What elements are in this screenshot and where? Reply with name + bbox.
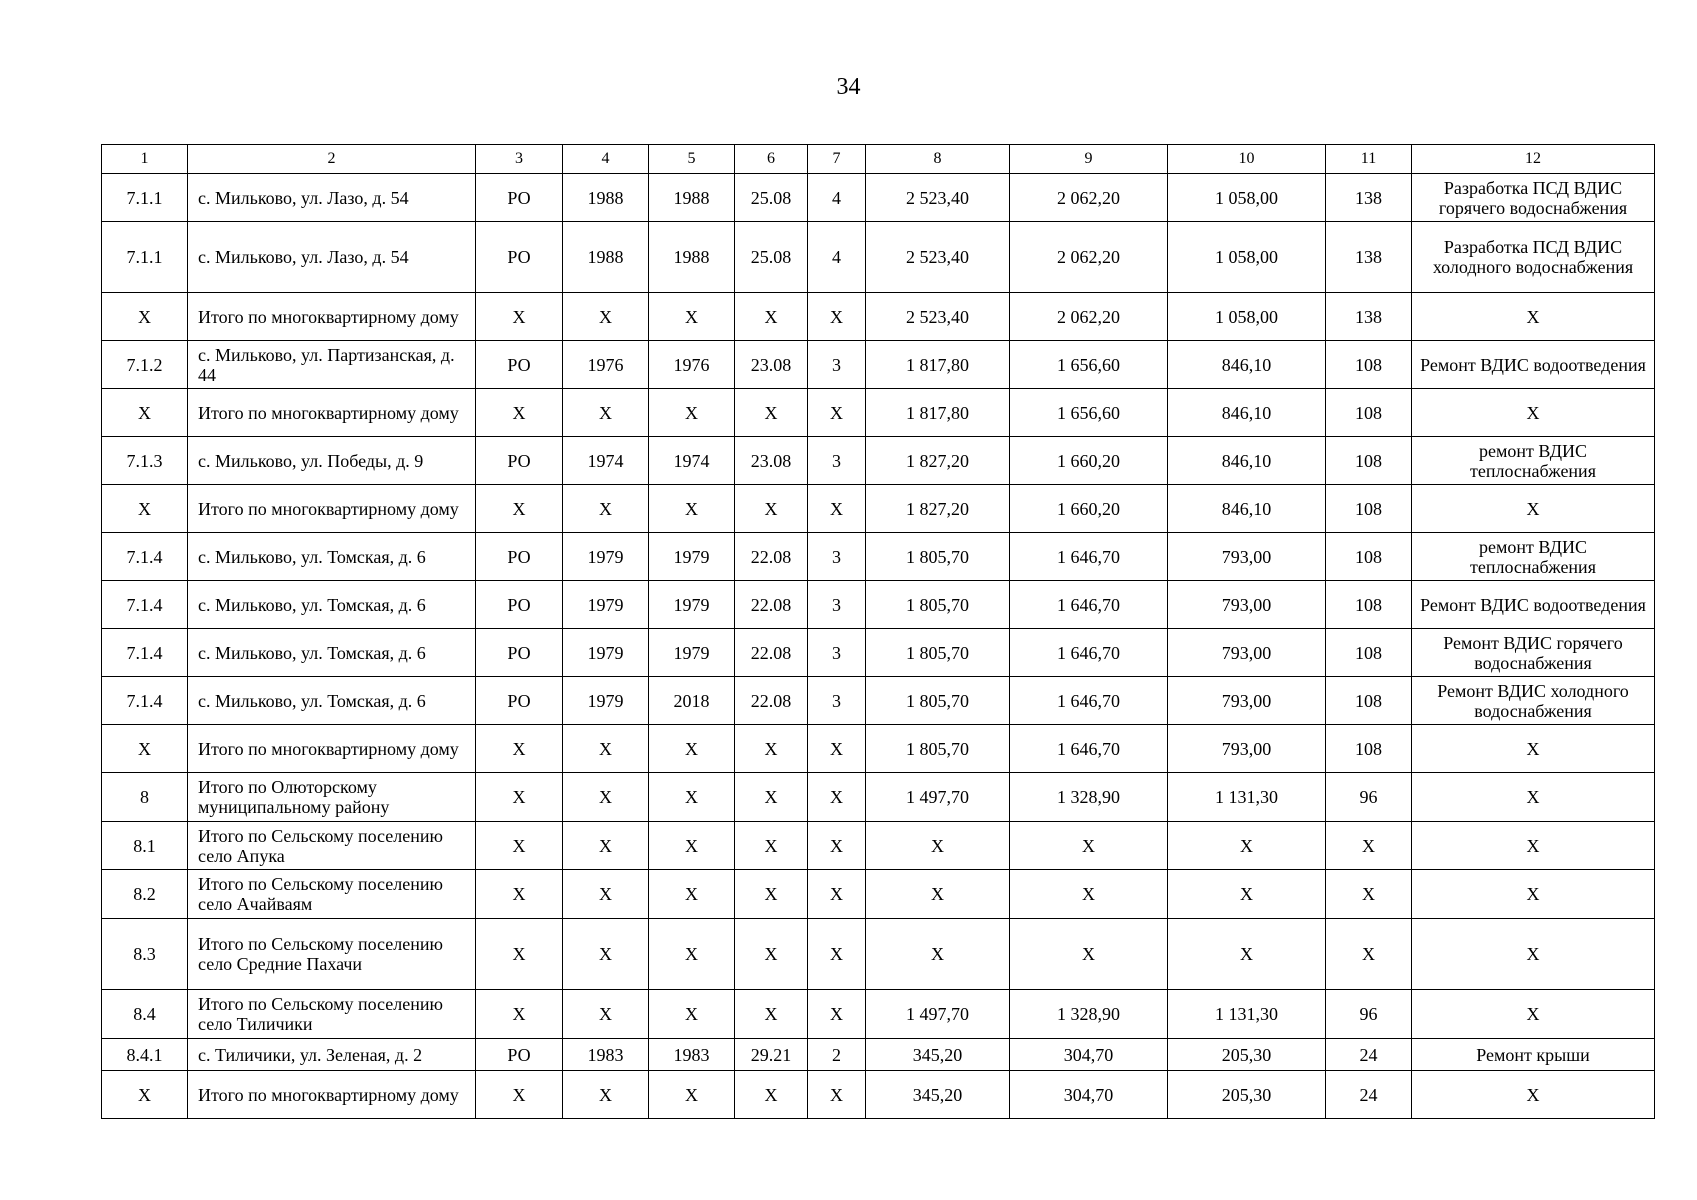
code-cell: Х <box>735 870 808 919</box>
code-cell: 22.08 <box>735 629 808 677</box>
address-cell: Итого по многоквартирному дому <box>188 389 476 437</box>
value-cell: 1 131,30 <box>1168 990 1326 1039</box>
year-cell: Х <box>563 485 649 533</box>
year-cell: Х <box>649 919 735 990</box>
count-cell: Х <box>808 773 866 822</box>
work-description-cell: Ремонт крыши <box>1412 1039 1655 1071</box>
column-header: 12 <box>1412 145 1655 174</box>
address-cell: Итого по Сельскому поселению село Средние Пахачи <box>188 919 476 990</box>
value-cell: 205,30 <box>1168 1039 1326 1071</box>
address-cell: Итого по Сельскому поселению село Апука <box>188 822 476 870</box>
table-row <box>102 174 1655 222</box>
address-cell: с. Мильково, ул. Победы, д. 9 <box>188 437 476 485</box>
row-number: 7.1.2 <box>102 341 188 389</box>
row-number: 7.1.4 <box>102 533 188 581</box>
type-cell: Х <box>476 870 563 919</box>
row-number: 7.1.3 <box>102 437 188 485</box>
row-number: Х <box>102 293 188 341</box>
value-cell: Х <box>1010 870 1168 919</box>
code-cell: 25.08 <box>735 222 808 293</box>
work-description-cell: Х <box>1412 389 1655 437</box>
value-cell: 2 062,20 <box>1010 174 1168 222</box>
address-cell: Итого по многоквартирному дому <box>188 725 476 773</box>
code-cell: 23.08 <box>735 437 808 485</box>
table-row <box>102 773 1655 822</box>
count-cell: 3 <box>808 341 866 389</box>
work-description-cell: Ремонт ВДИС водоотведения <box>1412 341 1655 389</box>
work-description-cell: Х <box>1412 485 1655 533</box>
value-cell: Х <box>1168 919 1326 990</box>
work-description-cell: Х <box>1412 725 1655 773</box>
table-row <box>102 677 1655 725</box>
value-cell: 1 660,20 <box>1010 485 1168 533</box>
year-cell: 1988 <box>563 174 649 222</box>
row-number: 8.1 <box>102 822 188 870</box>
table-row <box>102 919 1655 990</box>
value-cell: 846,10 <box>1168 437 1326 485</box>
work-description-cell: Х <box>1412 990 1655 1039</box>
year-cell: Х <box>563 990 649 1039</box>
table-row <box>102 389 1655 437</box>
table-row <box>102 581 1655 629</box>
year-cell: Х <box>649 485 735 533</box>
table-row <box>102 222 1655 293</box>
count-cell: 108 <box>1326 677 1412 725</box>
code-cell: Х <box>735 725 808 773</box>
type-cell: РО <box>476 533 563 581</box>
column-header: 1 <box>102 145 188 174</box>
count-cell: 2 <box>808 1039 866 1071</box>
work-description-cell: Ремонт ВДИС холодного водоснабжения <box>1412 677 1655 725</box>
type-cell: Х <box>476 293 563 341</box>
value-cell: 1 805,70 <box>866 581 1010 629</box>
address-cell: с. Мильково, ул. Лазо, д. 54 <box>188 174 476 222</box>
count-cell: 108 <box>1326 341 1412 389</box>
year-cell: 1979 <box>563 629 649 677</box>
work-description-cell: Х <box>1412 1071 1655 1119</box>
value-cell: 846,10 <box>1168 485 1326 533</box>
year-cell: Х <box>649 990 735 1039</box>
value-cell: 1 646,70 <box>1010 581 1168 629</box>
type-cell: РО <box>476 341 563 389</box>
count-cell: Х <box>808 293 866 341</box>
year-cell: 1988 <box>649 222 735 293</box>
code-cell: Х <box>735 822 808 870</box>
year-cell: Х <box>649 773 735 822</box>
year-cell: Х <box>649 822 735 870</box>
type-cell: Х <box>476 725 563 773</box>
value-cell: 304,70 <box>1010 1039 1168 1071</box>
year-cell: 2018 <box>649 677 735 725</box>
value-cell: 1 497,70 <box>866 773 1010 822</box>
value-cell: 793,00 <box>1168 629 1326 677</box>
year-cell: Х <box>649 389 735 437</box>
count-cell: 96 <box>1326 773 1412 822</box>
work-description-cell: Х <box>1412 773 1655 822</box>
year-cell: 1974 <box>649 437 735 485</box>
year-cell: 1976 <box>563 341 649 389</box>
address-cell: с. Мильково, ул. Томская, д. 6 <box>188 581 476 629</box>
value-cell: 1 646,70 <box>1010 533 1168 581</box>
address-cell: Итого по Сельскому поселению село Тиличики <box>188 990 476 1039</box>
year-cell: Х <box>649 293 735 341</box>
type-cell: Х <box>476 773 563 822</box>
type-cell: Х <box>476 822 563 870</box>
count-cell: Х <box>1326 822 1412 870</box>
value-cell: 2 523,40 <box>866 293 1010 341</box>
value-cell: 793,00 <box>1168 725 1326 773</box>
code-cell: Х <box>735 919 808 990</box>
year-cell: 1974 <box>563 437 649 485</box>
table-row <box>102 293 1655 341</box>
year-cell: Х <box>563 389 649 437</box>
year-cell: Х <box>563 1071 649 1119</box>
address-cell: с. Мильково, ул. Лазо, д. 54 <box>188 222 476 293</box>
work-description-cell: Ремонт ВДИС горячего водоснабжения <box>1412 629 1655 677</box>
type-cell: Х <box>476 389 563 437</box>
value-cell: 2 523,40 <box>866 222 1010 293</box>
year-cell: 1983 <box>649 1039 735 1071</box>
count-cell: 138 <box>1326 293 1412 341</box>
address-cell: с. Тиличики, ул. Зеленая, д. 2 <box>188 1039 476 1071</box>
count-cell: Х <box>808 822 866 870</box>
row-number: Х <box>102 389 188 437</box>
count-cell: Х <box>808 919 866 990</box>
count-cell: Х <box>808 1071 866 1119</box>
value-cell: 1 827,20 <box>866 485 1010 533</box>
value-cell: 2 062,20 <box>1010 293 1168 341</box>
column-header: 2 <box>188 145 476 174</box>
count-cell: 4 <box>808 174 866 222</box>
code-cell: Х <box>735 293 808 341</box>
row-number: 8.2 <box>102 870 188 919</box>
row-number: 7.1.4 <box>102 629 188 677</box>
value-cell: 1 497,70 <box>866 990 1010 1039</box>
value-cell: 345,20 <box>866 1071 1010 1119</box>
count-cell: 108 <box>1326 629 1412 677</box>
table-row <box>102 341 1655 389</box>
count-cell: Х <box>1326 870 1412 919</box>
count-cell: 3 <box>808 677 866 725</box>
value-cell: 1 805,70 <box>866 533 1010 581</box>
table-row <box>102 485 1655 533</box>
address-cell: Итого по многоквартирному дому <box>188 485 476 533</box>
count-cell: 108 <box>1326 725 1412 773</box>
address-cell: с. Мильково, ул. Томская, д. 6 <box>188 533 476 581</box>
value-cell: 846,10 <box>1168 341 1326 389</box>
address-cell: Итого по многоквартирному дому <box>188 293 476 341</box>
type-cell: Х <box>476 1071 563 1119</box>
value-cell: 1 805,70 <box>866 725 1010 773</box>
value-cell: 1 058,00 <box>1168 222 1326 293</box>
code-cell: 22.08 <box>735 677 808 725</box>
table-row <box>102 533 1655 581</box>
count-cell: 24 <box>1326 1071 1412 1119</box>
table-row <box>102 629 1655 677</box>
address-cell: с. Мильково, ул. Томская, д. 6 <box>188 629 476 677</box>
count-cell: Х <box>808 389 866 437</box>
code-cell: Х <box>735 485 808 533</box>
value-cell: 1 805,70 <box>866 677 1010 725</box>
address-cell: с. Мильково, ул. Томская, д. 6 <box>188 677 476 725</box>
year-cell: Х <box>563 919 649 990</box>
work-description-cell: ремонт ВДИС теплоснабжения <box>1412 533 1655 581</box>
value-cell: 793,00 <box>1168 533 1326 581</box>
row-number: 7.1.4 <box>102 581 188 629</box>
value-cell: 1 058,00 <box>1168 174 1326 222</box>
value-cell: Х <box>1010 822 1168 870</box>
value-cell: 1 827,20 <box>866 437 1010 485</box>
value-cell: 793,00 <box>1168 581 1326 629</box>
count-cell: Х <box>808 485 866 533</box>
work-description-cell: Х <box>1412 293 1655 341</box>
value-cell: 1 646,70 <box>1010 629 1168 677</box>
code-cell: Х <box>735 773 808 822</box>
value-cell: 1 660,20 <box>1010 437 1168 485</box>
value-cell: 1 656,60 <box>1010 389 1168 437</box>
table-row <box>102 1071 1655 1119</box>
count-cell: 96 <box>1326 990 1412 1039</box>
value-cell: Х <box>866 870 1010 919</box>
count-cell: 138 <box>1326 222 1412 293</box>
count-cell: 108 <box>1326 485 1412 533</box>
year-cell: Х <box>563 293 649 341</box>
work-description-cell: Ремонт ВДИС водоотведения <box>1412 581 1655 629</box>
count-cell: Х <box>808 870 866 919</box>
count-cell: 108 <box>1326 581 1412 629</box>
address-cell: с. Мильково, ул. Партизанская, д. 44 <box>188 341 476 389</box>
column-header: 10 <box>1168 145 1326 174</box>
table-row <box>102 822 1655 870</box>
count-cell: 4 <box>808 222 866 293</box>
row-number: 8.4 <box>102 990 188 1039</box>
year-cell: 1988 <box>563 222 649 293</box>
value-cell: 1 817,80 <box>866 389 1010 437</box>
value-cell: 1 131,30 <box>1168 773 1326 822</box>
work-description-cell: ремонт ВДИС теплоснабжения <box>1412 437 1655 485</box>
year-cell: Х <box>563 822 649 870</box>
type-cell: РО <box>476 581 563 629</box>
count-cell: 3 <box>808 437 866 485</box>
year-cell: 1979 <box>563 677 649 725</box>
value-cell: 1 646,70 <box>1010 725 1168 773</box>
work-description-cell: Х <box>1412 870 1655 919</box>
address-cell: Итого по Сельскому поселению село Ачайваям <box>188 870 476 919</box>
row-number: 7.1.1 <box>102 222 188 293</box>
table-row <box>102 1039 1655 1071</box>
value-cell: 793,00 <box>1168 677 1326 725</box>
address-cell: Итого по многоквартирному дому <box>188 1071 476 1119</box>
table-row <box>102 990 1655 1039</box>
type-cell: Х <box>476 919 563 990</box>
work-description-cell: Разработка ПСД ВДИС холодного водоснабжения <box>1412 222 1655 293</box>
value-cell: 205,30 <box>1168 1071 1326 1119</box>
count-cell: 3 <box>808 581 866 629</box>
column-header: 4 <box>563 145 649 174</box>
count-cell: Х <box>808 725 866 773</box>
year-cell: Х <box>563 773 649 822</box>
table-body <box>102 145 1655 1119</box>
value-cell: 1 805,70 <box>866 629 1010 677</box>
type-cell: РО <box>476 1039 563 1071</box>
year-cell: Х <box>649 725 735 773</box>
column-header: 7 <box>808 145 866 174</box>
code-cell: 22.08 <box>735 533 808 581</box>
data-table <box>101 144 1655 1119</box>
column-header: 5 <box>649 145 735 174</box>
type-cell: РО <box>476 437 563 485</box>
count-cell: Х <box>1326 919 1412 990</box>
year-cell: 1979 <box>649 533 735 581</box>
table-row <box>102 870 1655 919</box>
row-number: 7.1.4 <box>102 677 188 725</box>
value-cell: Х <box>1168 822 1326 870</box>
type-cell: Х <box>476 990 563 1039</box>
code-cell: 25.08 <box>735 174 808 222</box>
count-cell: 108 <box>1326 437 1412 485</box>
column-header: 11 <box>1326 145 1412 174</box>
count-cell: 24 <box>1326 1039 1412 1071</box>
value-cell: 1 328,90 <box>1010 773 1168 822</box>
value-cell: 1 817,80 <box>866 341 1010 389</box>
value-cell: Х <box>866 919 1010 990</box>
year-cell: Х <box>563 725 649 773</box>
code-cell: 22.08 <box>735 581 808 629</box>
row-number: Х <box>102 1071 188 1119</box>
year-cell: 1988 <box>649 174 735 222</box>
row-number: 8.4.1 <box>102 1039 188 1071</box>
type-cell: РО <box>476 222 563 293</box>
page-number: 34 <box>836 74 861 100</box>
year-cell: 1979 <box>649 629 735 677</box>
address-cell: Итого по Олюторскому муниципальному району <box>188 773 476 822</box>
type-cell: РО <box>476 629 563 677</box>
count-cell: 3 <box>808 533 866 581</box>
count-cell: 3 <box>808 629 866 677</box>
type-cell: РО <box>476 174 563 222</box>
type-cell: Х <box>476 485 563 533</box>
value-cell: 304,70 <box>1010 1071 1168 1119</box>
value-cell: 1 646,70 <box>1010 677 1168 725</box>
work-description-cell: Х <box>1412 822 1655 870</box>
count-cell: Х <box>808 990 866 1039</box>
code-cell: Х <box>735 389 808 437</box>
code-cell: Х <box>735 990 808 1039</box>
count-cell: 108 <box>1326 533 1412 581</box>
value-cell: Х <box>1168 870 1326 919</box>
table-row <box>102 725 1655 773</box>
value-cell: Х <box>1010 919 1168 990</box>
year-cell: 1979 <box>563 581 649 629</box>
work-description-cell: Х <box>1412 919 1655 990</box>
row-number: 8.3 <box>102 919 188 990</box>
value-cell: 846,10 <box>1168 389 1326 437</box>
year-cell: 1976 <box>649 341 735 389</box>
column-number-row <box>102 145 1655 174</box>
value-cell: 2 062,20 <box>1010 222 1168 293</box>
row-number: Х <box>102 485 188 533</box>
year-cell: 1979 <box>563 533 649 581</box>
count-cell: 138 <box>1326 174 1412 222</box>
year-cell: 1979 <box>649 581 735 629</box>
row-number: 7.1.1 <box>102 174 188 222</box>
row-number: Х <box>102 725 188 773</box>
value-cell: Х <box>866 822 1010 870</box>
year-cell: 1983 <box>563 1039 649 1071</box>
value-cell: 1 656,60 <box>1010 341 1168 389</box>
code-cell: 23.08 <box>735 341 808 389</box>
code-cell: Х <box>735 1071 808 1119</box>
table-row <box>102 437 1655 485</box>
type-cell: РО <box>476 677 563 725</box>
code-cell: 29.21 <box>735 1039 808 1071</box>
column-header: 9 <box>1010 145 1168 174</box>
row-number: 8 <box>102 773 188 822</box>
value-cell: 2 523,40 <box>866 174 1010 222</box>
column-header: 6 <box>735 145 808 174</box>
column-header: 3 <box>476 145 563 174</box>
work-description-cell: Разработка ПСД ВДИС горячего водоснабжения <box>1412 174 1655 222</box>
value-cell: 345,20 <box>866 1039 1010 1071</box>
column-header: 8 <box>866 145 1010 174</box>
count-cell: 108 <box>1326 389 1412 437</box>
year-cell: Х <box>649 1071 735 1119</box>
year-cell: Х <box>649 870 735 919</box>
value-cell: 1 058,00 <box>1168 293 1326 341</box>
year-cell: Х <box>563 870 649 919</box>
value-cell: 1 328,90 <box>1010 990 1168 1039</box>
